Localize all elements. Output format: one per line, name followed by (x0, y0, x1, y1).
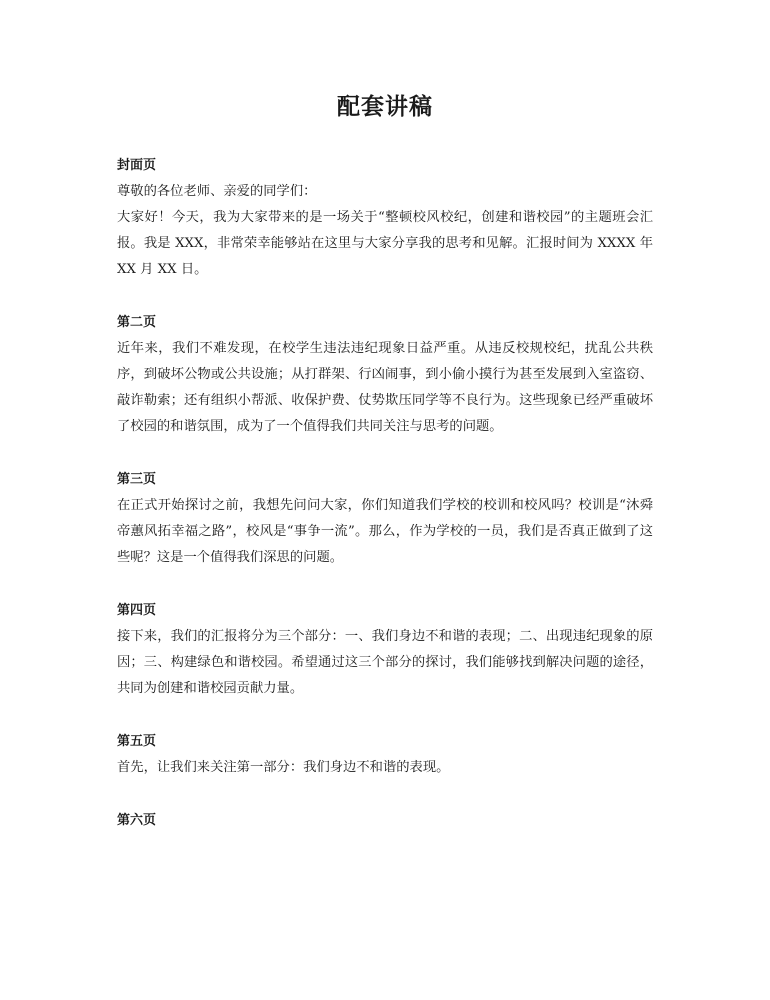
section-page-2 (117, 310, 653, 440)
section-heading: 封面页 (117, 158, 157, 173)
section-heading: 第三页 (117, 472, 157, 487)
section-page-4 (117, 598, 653, 702)
paragraph: 大家好！今天，我为大家带来的是一场关于“整顿校风校纪，创建和谐校园”的主题班会汇报。我是 XXX，非常荣幸能够站在这里与大家分享我的思考和见解。汇报时间为 XXXX 年 XX 月 XX 日。 (117, 210, 653, 277)
section-heading: 第二页 (117, 315, 157, 330)
document-title: 配套讲稿 (337, 93, 433, 120)
section-heading: 第五页 (117, 734, 157, 749)
paragraph: 首先，让我们来关注第一部分：我们身边不和谐的表现。 (117, 760, 450, 775)
paragraph: 在正式开始探讨之前，我想先问问大家，你们知道我们学校的校训和校风吗？校训是“沐舜帝蕙风拓幸福之路”，校风是“事争一流”。那么，作为学校的一员，我们是否真正做到了这些呢？这是一个值得我们深思的问题。 (117, 498, 653, 565)
paragraph: 尊敬的各位老师、亲爱的同学们： (117, 184, 317, 199)
paragraph: 接下来，我们的汇报将分为三个部分：一、我们身边不和谐的表现；二、出现违纪现象的原因；三、构建绿色和谐校园。希望通过这三个部分的探讨，我们能够找到解决问题的途径，共同为创建和谐校园贡献力量。 (117, 629, 653, 696)
section-heading: 第六页 (117, 813, 157, 828)
section-cover (117, 153, 653, 283)
section-page-6 (117, 808, 653, 834)
paragraph: 近年来，我们不难发现，在校学生违法违纪现象日益严重。从违反校规校纪，扰乱公共秩序，到破坏公物或公共设施；从打群架、行凶闹事，到小偷小摸行为甚至发展到入室盗窃、敲诈勒索；还有组织小帮派、收保护费、仗势欺压同学等不良行为。这些现象已经严重破坏了校园的和谐氛围，成为了一个值得我们共同关注与思考的问题。 (117, 341, 653, 434)
section-heading: 第四页 (117, 603, 157, 618)
document-body (117, 153, 653, 861)
section-page-5 (117, 729, 653, 781)
section-page-3 (117, 467, 653, 571)
